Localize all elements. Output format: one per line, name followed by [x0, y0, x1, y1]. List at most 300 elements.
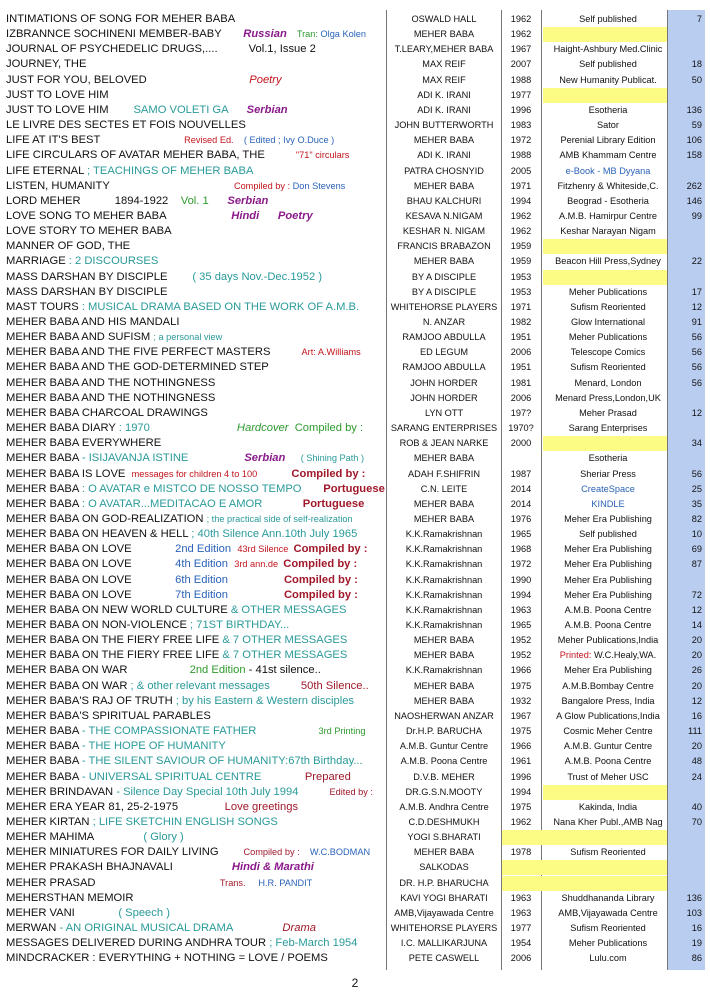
title-segment: Compiled by :	[283, 573, 358, 586]
catalog-row	[0, 785, 710, 800]
book-title	[6, 951, 328, 966]
book-author: WHITEHORSE PLAYERS	[390, 923, 498, 933]
book-publisher: Meher Prasad	[579, 407, 637, 418]
book-year: 1952	[510, 650, 532, 661]
title-segment: - AN ORIGINAL MUSICAL DRAMA	[59, 922, 283, 934]
book-author: JOHN HORDER	[410, 392, 478, 403]
book-year: 2006	[510, 392, 532, 403]
book-pages: 72	[691, 589, 702, 600]
title-segment: & OTHER MESSAGES	[230, 603, 347, 616]
catalog-row	[0, 618, 710, 633]
title-segment: MEHER BABA ON HEAVEN & HELL	[6, 528, 192, 541]
title-segment: 3rd ann.de	[234, 559, 284, 570]
book-publisher: Menard Press,London,UK	[555, 392, 661, 403]
book-title	[6, 57, 86, 72]
title-segment: Compiled by :	[293, 543, 368, 556]
title-segment: MEHER BABA'S RAJ OF TRUTH	[6, 694, 176, 707]
book-author: NAOSHERWAN ANZAR	[394, 710, 494, 721]
title-segment: 3rd Printing	[318, 726, 366, 737]
book-title	[6, 164, 253, 179]
catalog-row	[0, 270, 710, 285]
book-author: MEHER BABA	[413, 513, 475, 524]
book-publisher	[548, 648, 668, 663]
book-publisher: A.M.B. Poona Centre	[564, 620, 652, 630]
book-publisher: AMB Khammam Centre	[559, 150, 657, 161]
book-title	[6, 694, 354, 709]
title-segment: MEHERSTHAN MEMOIR	[6, 891, 134, 904]
book-publisher: Meher Era Publishing	[564, 589, 652, 600]
book-pages: 50	[691, 74, 702, 85]
book-title	[6, 557, 357, 572]
book-year: 1967	[510, 44, 532, 55]
book-title	[6, 891, 133, 906]
book-year: 1972	[510, 135, 532, 146]
book-year: 1966	[510, 665, 532, 676]
book-publisher: CreateSpace	[581, 483, 635, 494]
title-segment: MEHER ERA YEAR 81, 25-2-1975	[6, 800, 225, 813]
book-year: 1953	[510, 271, 532, 282]
book-year: 1963	[510, 604, 532, 615]
title-segment: - 41st silence..	[245, 664, 321, 677]
book-year: 1959	[510, 256, 532, 267]
book-author: AMB,Vijayawada Centre	[394, 907, 494, 918]
book-year: 1988	[510, 74, 532, 85]
book-publisher: Bangalore Press, India	[561, 695, 655, 706]
title-segment: LIFE AT IT'S BEST	[6, 134, 185, 147]
catalog-row	[0, 209, 710, 224]
catalog-row	[0, 573, 710, 588]
title-segment: "71" circulars	[295, 150, 350, 161]
publisher-segment: W.C.Healy,WA.	[593, 650, 657, 661]
catalog-row	[0, 467, 710, 482]
book-author: MEHER BABA	[413, 847, 475, 858]
book-title	[6, 270, 322, 285]
title-segment: - UNIVERSAL SPIRITUAL CENTRE	[81, 770, 305, 783]
book-author: SARANG ENTERPRISES	[390, 423, 498, 434]
book-year: 1970?	[508, 423, 534, 434]
catalog-row	[0, 648, 710, 663]
book-author: A.M.B. Guntur Centre	[399, 741, 489, 752]
book-author: MEHER BABA	[413, 680, 475, 691]
title-segment: Compiled by :	[233, 180, 293, 191]
book-author: MEHER BABA	[413, 453, 475, 464]
catalog-row	[0, 421, 710, 436]
book-title	[6, 194, 268, 209]
catalog-row	[0, 451, 710, 466]
book-publisher: Meher Publications	[568, 938, 648, 949]
book-pages: 48	[691, 756, 702, 767]
title-segment: MEHER BABA ON LOVE	[6, 558, 176, 571]
book-pages: 158	[686, 150, 702, 161]
book-author: MEHER BABA	[413, 635, 475, 646]
catalog-row	[0, 603, 710, 618]
book-publisher: A.M.B. Poona Centre	[564, 756, 652, 767]
book-publisher: Sufism Reoriented	[570, 923, 646, 933]
book-author: C.N. LEITE	[420, 483, 468, 494]
book-year: 1977	[510, 923, 532, 933]
book-title	[6, 42, 316, 57]
book-author: T.LEARY,MEHER BABA	[394, 44, 494, 55]
title-segment: Compiled by :	[243, 847, 310, 858]
catalog-row	[0, 179, 710, 194]
book-author: MEHER BABA	[413, 29, 475, 40]
title-segment: Prepared	[304, 770, 351, 783]
title-segment: LE LIVRE DES SECTES ET FOIS NOUVELLES	[6, 119, 246, 132]
book-year: 1952	[510, 635, 532, 646]
catalog-row	[0, 148, 710, 163]
book-pages: 19	[691, 938, 702, 949]
catalog-row	[0, 709, 710, 724]
title-segment: MEHER BABA DIARY	[6, 422, 119, 435]
page-number: 2	[351, 976, 359, 990]
book-title	[6, 921, 316, 936]
title-segment: ; LIFE SKETCHIN ENGLISH SONGS	[92, 815, 278, 828]
book-author: K.K.Ramakrishnan	[405, 559, 483, 570]
book-publisher: Glow International	[570, 317, 646, 327]
book-author: ADI K. IRANI	[417, 150, 471, 161]
book-year: 2000	[510, 438, 532, 449]
book-pages: 70	[691, 816, 702, 827]
title-segment: ; 40th Silence Ann.10th July 1965	[191, 528, 358, 541]
book-title	[6, 345, 361, 360]
title-segment: Serbian	[227, 194, 269, 207]
book-pages: 111	[688, 726, 702, 737]
book-year: 1994	[510, 786, 532, 797]
title-segment: ; & other relevant messages	[130, 679, 301, 692]
book-publisher: Self published	[579, 529, 637, 540]
book-publisher: Sufism Reoriented	[570, 301, 646, 312]
catalog-row	[0, 391, 710, 406]
book-author: PATRA CHOSNYID	[404, 165, 484, 176]
book-pages: 12	[691, 301, 702, 312]
title-segment: : O AVATAR e MISTCO DE NOSSO TEMPO	[81, 482, 324, 495]
book-pages: 86	[691, 953, 702, 964]
book-pages: 22	[691, 256, 702, 267]
book-year: 1962	[510, 210, 532, 221]
book-pages: 56	[691, 362, 702, 373]
title-segment: LOVE SONG TO MEHER BABA	[6, 209, 232, 222]
title-segment: : 1970	[118, 422, 237, 435]
book-title	[6, 451, 364, 466]
title-segment: MEHER BABA	[6, 755, 82, 768]
book-year: 1975	[510, 801, 532, 812]
book-publisher: Menard, London	[574, 377, 642, 388]
book-author: ADI K. IRANI	[417, 104, 471, 115]
title-segment: JOURNEY, THE	[6, 58, 87, 71]
title-segment: : MUSICAL DRAMA BASED ON THE WORK OF A.M.B.	[81, 300, 360, 313]
book-publisher: Cosmic Meher Centre	[563, 726, 653, 737]
book-author: WHITEHORSE PLAYERS	[390, 301, 498, 312]
title-segment: ( Edited ; Ivy O.Duce )	[243, 135, 335, 146]
catalog-row	[0, 951, 710, 966]
book-title	[6, 239, 130, 254]
book-title	[6, 679, 369, 694]
catalog-row	[0, 936, 710, 951]
book-publisher: Self published	[579, 14, 637, 24]
book-author: DR.G.S.N.MOOTY	[405, 786, 483, 797]
book-pages: 12	[691, 604, 702, 615]
book-pages: 40	[691, 801, 702, 812]
title-segment: - THE HOPE OF HUMANITY	[81, 740, 226, 753]
title-segment: ( Shining Path )	[285, 453, 365, 464]
title-segment: MEHER VANI	[6, 906, 119, 919]
book-author: K.K.Ramakrishnan	[405, 620, 483, 630]
title-segment: messages for children 4 to 100	[131, 468, 258, 479]
book-publisher: A.M.B. Poona Centre	[564, 604, 652, 615]
book-pages: 82	[691, 513, 702, 524]
title-segment: MEHER MINIATURES FOR DAILY LIVING	[6, 846, 244, 859]
title-segment: JUST TO LOVE HIM	[6, 103, 134, 116]
catalog-row	[0, 497, 710, 512]
book-year: 1968	[510, 544, 532, 555]
book-publisher: A.M.B. Hamirpur Centre	[558, 210, 658, 221]
book-pages: 20	[691, 635, 702, 646]
book-pages: 10	[691, 529, 702, 540]
book-author: MEHER BABA	[413, 256, 475, 267]
book-publisher: Sufism Reoriented	[570, 362, 646, 373]
catalog-row	[0, 406, 710, 421]
catalog-row	[0, 815, 710, 830]
catalog-row	[0, 557, 710, 572]
book-year: 1953	[510, 286, 532, 297]
catalog-row	[0, 27, 710, 42]
book-author: MEHER BABA	[413, 180, 475, 191]
title-segment: - THE COMPASSIONATE FATHER	[81, 725, 319, 738]
title-segment: Russian	[243, 28, 287, 41]
book-pages: 17	[691, 286, 702, 297]
book-author: RAMJOO ABDULLA	[402, 332, 486, 343]
book-year: 1996	[510, 104, 532, 115]
book-pages: 18	[691, 59, 702, 70]
catalog-row	[0, 800, 710, 815]
book-pages: 87	[691, 559, 702, 570]
book-author: I.C. MALLIKARJUNA	[400, 938, 488, 949]
book-publisher: Meher Era Publishing	[564, 513, 652, 524]
title-segment: JUST FOR YOU, BELOVED	[6, 73, 250, 86]
book-pages: 14	[691, 620, 702, 630]
book-pages: 106	[686, 135, 702, 146]
catalog-row	[0, 57, 710, 72]
book-title	[6, 148, 349, 163]
book-year: 2006	[510, 347, 532, 358]
title-segment: MEHER BABA	[6, 497, 82, 510]
book-author: Dr.H.P. BARUCHA	[406, 726, 482, 737]
book-title	[6, 118, 246, 133]
title-segment: MEHER BABA AND HIS MANDALI	[6, 316, 180, 328]
book-title	[6, 527, 357, 542]
book-pages: 99	[691, 210, 702, 221]
book-year: 1982	[510, 317, 532, 327]
missing-info-highlight	[502, 830, 667, 845]
title-segment: MEHER BABA ON GOD-REALIZATION	[6, 512, 207, 525]
book-pages: 56	[691, 332, 702, 343]
book-author: BY A DISCIPLE	[411, 271, 477, 282]
catalog-row	[0, 330, 710, 345]
catalog-row	[0, 73, 710, 88]
book-title	[6, 497, 364, 512]
title-segment: H.R. PANDIT	[258, 877, 313, 888]
title-segment: MEHER BABA'S SPIRITUAL PARABLES	[6, 709, 211, 722]
title-segment: MEHER BABA ON LOVE	[6, 543, 176, 556]
book-publisher: Telescope Comics	[570, 347, 646, 358]
title-segment: ; 71ST BIRTHDAY...	[190, 619, 290, 631]
book-publisher: Fitzhenry & Whiteside,C.	[557, 180, 659, 191]
book-publisher: Meher Era Publishing	[564, 665, 652, 676]
title-segment: MARRIAGE	[6, 255, 69, 268]
book-publisher: e-Book - MB Dyyana	[565, 165, 651, 176]
title-segment: W.C.BODMAN	[309, 847, 371, 858]
book-year: 1975	[510, 680, 532, 691]
title-segment: INTIMATIONS OF SONG FOR MEHER BABA	[6, 13, 236, 25]
title-segment: : O AVATAR...MEDITACAO E AMOR	[81, 497, 303, 510]
book-year: 1966	[510, 741, 532, 752]
catalog-row	[0, 360, 710, 375]
book-author: K.K.Ramakrishnan	[405, 589, 483, 600]
catalog-row	[0, 239, 710, 254]
title-segment: JOURNAL OF PSYCHEDELIC DRUGS,.... Vol.1, Issue 2	[6, 43, 316, 56]
catalog-row	[0, 88, 710, 103]
book-title	[6, 103, 288, 118]
title-segment: MEHER BABA ON LOVE	[6, 588, 176, 601]
catalog-row	[0, 663, 710, 678]
title-segment: MEHER MAHIMA	[6, 831, 144, 844]
missing-info-highlight	[543, 88, 667, 103]
title-segment: & 7 OTHER MESSAGES	[222, 634, 348, 647]
book-pages: 16	[691, 710, 702, 721]
book-year: 1972	[510, 559, 532, 570]
book-title	[6, 285, 167, 300]
catalog-row	[0, 103, 710, 118]
book-author: PETE CASWELL	[408, 953, 480, 964]
book-pages: 136	[686, 892, 702, 903]
title-segment: MEHER PRASAD	[6, 876, 220, 889]
book-author: MAX REIF	[422, 74, 466, 85]
book-year: 1951	[510, 362, 532, 373]
book-title	[6, 482, 385, 497]
title-segment: Hardcover	[236, 422, 289, 435]
book-title	[6, 254, 158, 269]
title-segment: MASS DARSHAN BY DISCIPLE	[6, 270, 193, 283]
book-title	[6, 785, 373, 800]
book-pages: 146	[686, 195, 702, 206]
book-title	[6, 860, 314, 875]
title-segment: Love greetings	[224, 800, 299, 813]
catalog-row	[0, 512, 710, 527]
book-year: 197?	[510, 407, 532, 418]
book-author: MEHER BABA	[413, 135, 475, 146]
book-author: N. ANZAR	[422, 317, 466, 327]
book-title	[6, 845, 370, 860]
missing-info-highlight	[543, 27, 667, 42]
book-pages: 56	[691, 347, 702, 358]
book-title	[6, 542, 367, 557]
book-year: 1971	[510, 301, 532, 312]
title-segment: ; a personal view	[153, 332, 223, 343]
book-year: 2014	[510, 483, 532, 494]
title-segment: MANNER OF GOD, THE	[6, 240, 131, 253]
title-segment: Hindi & Marathi	[231, 861, 314, 874]
title-segment: MAST TOURS	[6, 300, 82, 313]
title-segment: MEHER BABA ON WAR	[6, 679, 131, 692]
book-publisher: Haight-Ashbury Med.Clinic	[553, 44, 663, 55]
book-title	[6, 73, 282, 88]
book-year: 1963	[510, 892, 532, 903]
title-segment: MEHER PRAKASH BHAJNAVALI	[6, 861, 232, 874]
title-segment: Serbian	[246, 103, 288, 116]
book-publisher: New Humanity Publicat.	[559, 74, 657, 85]
title-segment: 6th Edition	[175, 573, 284, 586]
book-publisher: A.M.B. Guntur Centre	[563, 741, 653, 752]
book-pages: 26	[691, 665, 702, 676]
title-segment: Compiled by :	[283, 588, 358, 601]
book-publisher: Sator	[597, 120, 619, 131]
book-title	[6, 209, 313, 224]
book-author: C.D.DESHMUKH	[408, 816, 480, 827]
title-segment: MEHER BABA EVERYWHERE	[6, 437, 162, 450]
book-publisher: Sarang Enterprises	[568, 423, 648, 434]
book-author: SALKODAS	[419, 862, 469, 873]
book-year: 1987	[510, 468, 532, 479]
title-segment: ; TEACHINGS OF MEHER BABA	[87, 164, 254, 177]
title-segment: Hindi Poetry	[231, 209, 313, 222]
book-pages: 12	[691, 695, 702, 706]
catalog-row	[0, 588, 710, 603]
book-title	[6, 512, 353, 527]
book-publisher: Meher Publications,India	[557, 635, 659, 646]
book-year: 1967	[510, 710, 532, 721]
book-author: D.V.B. MEHER	[413, 771, 475, 782]
title-segment: LIFE CIRCULARS OF AVATAR MEHER BABA, THE	[6, 149, 296, 162]
book-year: 2006	[510, 953, 532, 964]
book-year: 1954	[510, 938, 532, 949]
title-segment: MINDCRACKER : EVERYTHING + NOTHING = LOVE / POEMS	[6, 952, 328, 965]
catalog-row	[0, 921, 710, 936]
book-author: OSWALD HALL	[411, 14, 477, 24]
title-segment: MEHER BABA ON NEW WORLD CULTURE	[6, 603, 231, 616]
title-segment: MEHER BABA AND THE NOTHINGNESS	[6, 391, 216, 404]
book-author: K.K.Ramakrishnan	[405, 544, 483, 555]
title-segment: LOVE STORY TO MEHER BABA	[6, 225, 172, 238]
book-year: 1975	[510, 726, 532, 737]
title-segment: MEHER BABA	[6, 770, 82, 783]
book-pages: 59	[691, 120, 702, 131]
book-publisher: Esotheria	[588, 453, 628, 464]
book-year: 1951	[510, 332, 532, 343]
title-segment: 50th Silence..	[300, 679, 369, 692]
title-segment: Don Stevens	[292, 180, 346, 191]
title-segment: & 7 OTHER MESSAGES	[222, 649, 348, 662]
missing-info-highlight	[502, 876, 667, 891]
catalog-row	[0, 876, 710, 891]
book-year: 1962	[510, 816, 532, 827]
catalog-row	[0, 739, 710, 754]
book-year: 1962	[510, 14, 532, 24]
title-segment: JUST TO LOVE HIM	[6, 88, 109, 101]
book-pages: 262	[686, 180, 702, 191]
title-segment: MEHER BABA ON WAR	[6, 664, 190, 677]
book-year: 2007	[510, 59, 532, 70]
missing-info-highlight	[543, 436, 667, 451]
title-segment: ( Glory )	[143, 831, 184, 844]
title-segment: MEHER BABA ON THE FIERY FREE LIFE	[6, 634, 223, 647]
book-title	[6, 360, 269, 375]
book-pages: 103	[686, 907, 702, 918]
book-publisher: Sufism Reoriented	[570, 847, 646, 858]
title-segment: 2nd Edition	[189, 664, 246, 677]
book-year: 1977	[510, 89, 532, 100]
book-title	[6, 800, 298, 815]
book-pages: 34	[691, 438, 702, 449]
